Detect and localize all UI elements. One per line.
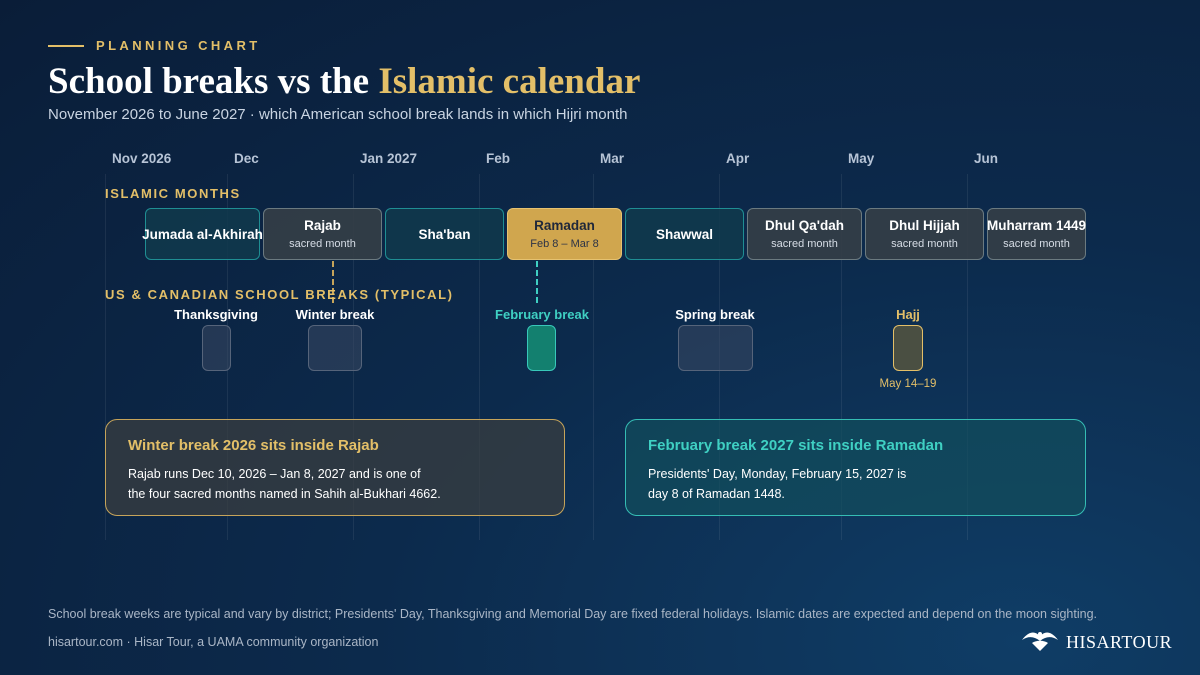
footnote: School break weeks are typical and vary by district; Presidents' Day, Thanksgiving and Memorial Day are fixed federal holidays. Islamic dates are expected and depend on the moon sighting. [48, 607, 1098, 621]
callout-february-ramadan [625, 419, 1086, 516]
month-label-mar: Mar [600, 151, 625, 166]
page-title [48, 60, 640, 103]
break-bar-winter [308, 325, 362, 371]
callout-text-line: Rajab runs Dec 10, 2026 – Jan 8, 2027 and is one of [128, 467, 421, 481]
callout-title: Winter break 2026 sits inside Rajab [128, 437, 379, 454]
break-label-february: February break [495, 307, 589, 322]
islamic-month-muharram-1449 [987, 208, 1086, 260]
month-label-apr: Apr [726, 151, 750, 166]
islamic-month-name: Sha'ban [418, 226, 471, 242]
islamic-months-heading: ISLAMIC MONTHS [105, 186, 241, 201]
islamic-month-shaban [385, 208, 504, 260]
islamic-month-name: Shawwal [655, 226, 714, 242]
callout-winter-rajab [105, 419, 565, 516]
month-label-feb: Feb [486, 151, 511, 166]
month-label-dec: Dec [234, 151, 259, 166]
islamic-month-note: Feb 8 – Mar 8 [530, 238, 599, 250]
month-label-nov-2026: Nov 2026 [112, 151, 172, 166]
eyebrow-rule [48, 45, 84, 47]
islamic-month-name: Muharram 1449 [986, 218, 1087, 233]
logo-wordmark: HISARTOUR [1066, 631, 1173, 652]
break-bar-hajj [893, 325, 923, 371]
title-highlight: Islamic calendar [378, 61, 641, 102]
islamic-month-shawwal [625, 208, 744, 260]
break-label-winter: Winter break [295, 307, 375, 322]
break-label-spring: Spring break [675, 307, 755, 322]
islamic-month-name: Ramadan [534, 218, 595, 233]
islamic-month-name: Dhul Hijjah [889, 218, 960, 233]
islamic-month-ramadan [507, 208, 622, 260]
month-label-may: May [848, 151, 875, 166]
break-bar-spring [678, 325, 753, 371]
hisartour-logo [1020, 627, 1172, 657]
month-label-jun: Jun [974, 151, 999, 166]
page-subtitle: November 2026 to June 2027 · which American school break lands in which Hijri month [48, 106, 628, 123]
islamic-month-name: Dhul Qa'dah [765, 218, 844, 233]
islamic-month-jumada-al-akhirah [142, 208, 263, 260]
callout-text-line: day 8 of Ramadan 1448. [648, 487, 785, 501]
islamic-month-dhul-qadah [747, 208, 862, 260]
break-bar-february [527, 325, 556, 371]
break-label-hajj: Hajj [896, 307, 920, 322]
islamic-month-note: sacred month [289, 238, 356, 250]
break-bar-thanksgiving [202, 325, 231, 371]
callout-text-line: the four sacred months named in Sahih al-Bukhari 4662. [128, 487, 441, 501]
ramadan-connector [536, 261, 538, 303]
callout-title: February break 2027 sits inside Ramadan [648, 437, 944, 454]
islamic-month-rajab [263, 208, 382, 260]
islamic-month-note: sacred month [891, 238, 958, 250]
islamic-month-name: Jumada al-Akhirah [142, 226, 263, 242]
islamic-month-name: Rajab [304, 218, 341, 233]
islamic-month-note: sacred month [1003, 238, 1070, 250]
credit-line: hisartour.com · Hisar Tour, a UAMA community organization [48, 635, 379, 649]
month-label-jan-2027: Jan 2027 [360, 151, 418, 166]
callout-text-line: Presidents' Day, Monday, February 15, 2027 is [648, 467, 907, 481]
bird-icon [1020, 627, 1060, 658]
break-label-thanksgiving: Thanksgiving [174, 307, 258, 322]
islamic-month-dhul-hijjah [865, 208, 984, 260]
eyebrow-label: PLANNING CHART [96, 38, 261, 53]
title-main: School breaks vs the [48, 61, 379, 102]
hajj-date: May 14–19 [879, 378, 937, 390]
islamic-month-note: sacred month [771, 238, 838, 250]
school-breaks-heading: US & CANADIAN SCHOOL BREAKS (TYPICAL) [105, 287, 454, 302]
